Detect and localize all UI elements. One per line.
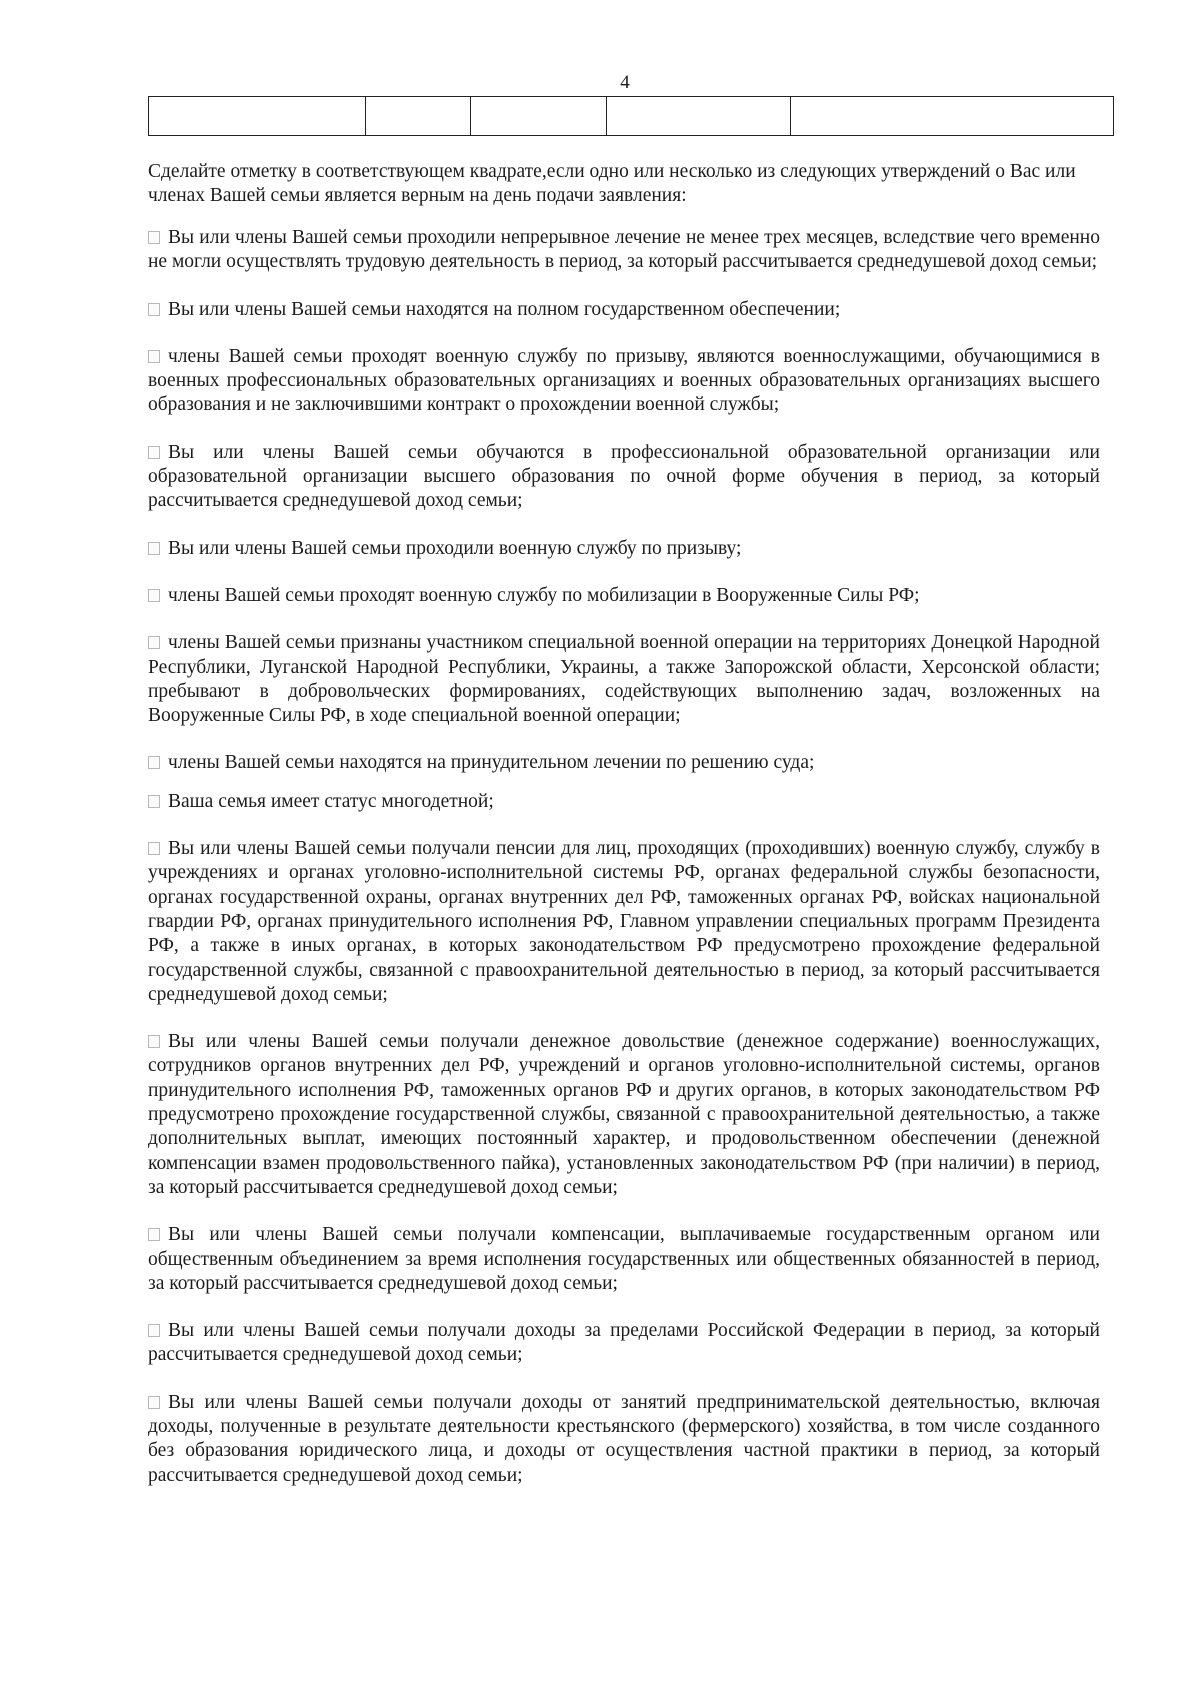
table-cell[interactable] (149, 97, 366, 136)
statement-text: Вы или члены Вашей семьи проходили непрерывное лечение не менее трех месяцев, вследствие чего временно не могли осуществлять трудовую деятельность в период, за который рассчитывается среднедушевой доход семьи; (148, 227, 1100, 273)
page-number: 4 (620, 72, 630, 93)
statement-text: Вы или члены Вашей семьи проходили военную службу по призыву; (168, 537, 742, 559)
statement-text: члены Вашей семьи находятся на принудительном лечении по решению суда; (168, 752, 815, 774)
header-table (148, 96, 1114, 136)
statement-item (148, 751, 1100, 775)
statement-text: Вы или члены Вашей семьи получали пенсии для лиц, проходящих (проходивших) военную службу, службу в учреждениях и органах уголовно-исполнительной системы РФ, органах федеральной службы безопасности, органах государственной охраны, органах внутренних дел РФ, таможенных органах РФ, войсках национальной гвардии РФ, органах принудительного исполнения РФ, Главном управлении специальных программ Президента РФ, а также в иных органах, в которых законодательством РФ предусмотрено прохождение федеральной государственной службы, связанной с правоохранительной деятельностью в период, за который рассчитывается среднедушевой доход семьи; (148, 838, 1100, 1005)
statement-item (148, 584, 1100, 608)
checkbox[interactable] (148, 842, 160, 855)
checkbox[interactable] (148, 303, 160, 316)
checkbox[interactable] (148, 1228, 160, 1241)
statement-item (148, 441, 1100, 514)
checkbox[interactable] (148, 1324, 160, 1337)
checkbox[interactable] (148, 350, 160, 363)
statement-item (148, 537, 1100, 561)
statement-item (148, 837, 1100, 1007)
table-cell[interactable] (471, 97, 607, 136)
statement-item (148, 298, 1100, 322)
statement-text: Вы или члены Вашей семьи обучаются в профессиональной образовательной организации или образовательной организации высшего образования по очной форме обучения в период, за который рассчитывается среднедушевой доход семьи; (148, 441, 1100, 512)
statement-text: Ваша семья имеет статус многодетной; (168, 790, 494, 812)
checkbox[interactable] (148, 636, 160, 649)
statement-text: члены Вашей семьи проходят военную службу по призыву, являются военнослужащими, обучающимися в военных профессиональных образовательных организациях и военных образовательных организациях высшего образования и не заключившими контракт о прохождении военной службы; (148, 345, 1100, 416)
statement-text: Вы или члены Вашей семьи получали компенсации, выплачиваемые государственным органом или общественным объединением за время исполнения государственных или общественных обязанностей в период, за который рассчитывается среднедушевой доход семьи; (148, 1224, 1100, 1294)
statement-text: члены Вашей семьи проходят военную службу по мобилизации в Вооруженные Силы РФ; (168, 584, 920, 606)
statement-text: Вы или члены Вашей семьи получали доходы за пределами Российской Федерации в период, за который рассчитывается среднедушевой доход семьи; (148, 1320, 1100, 1366)
instruction-text: Сделайте отметку в соответствующем квадрате,если одно или несколько из следующих утверждений о Вас или членах Вашей семьи является верным на день подачи заявления: (148, 161, 1076, 206)
statement-item (148, 345, 1100, 418)
statement-text: Вы или члены Вашей семьи получали доходы от занятий предпринимательской деятельностью, включая доходы, полученные в результате деятельности крестьянского (фермерского) хозяйства, в том числе созданного без образования юридического лица, и доходы от осуществления частной практики в период, за который рассчитывается среднедушевой доход семьи; (148, 1391, 1100, 1486)
table-row (149, 97, 1114, 136)
checkbox[interactable] (148, 756, 160, 769)
checkbox[interactable] (148, 542, 160, 555)
statement-item (148, 1391, 1100, 1488)
table-cell[interactable] (366, 97, 471, 136)
statement-text: Вы или члены Вашей семьи получали денежное довольствие (денежное содержание) военнослужащих, сотрудников органов внутренних дел РФ, учреждений и органов уголовно-исполнительной системы, органов принудительного исполнения РФ, таможенных органов РФ и других органов, в которых законодательством РФ предусмотрено прохождение государственной службы, связанной с правоохранительной деятельностью, а также дополнительных выплат, имеющих постоянный характер, и продовольственном обеспечении (денежной компенсации взамен продовольственного пайка), установленных законодательством РФ (при наличии) в период, за который рассчитывается среднедушевой доход семьи; (148, 1031, 1100, 1198)
statement-item (148, 631, 1100, 728)
statement-item (148, 790, 1100, 814)
table-cell[interactable] (607, 97, 791, 136)
checkbox[interactable] (148, 1396, 160, 1409)
statement-text: Вы или члены Вашей семьи находятся на полном государственном обеспечении; (168, 298, 841, 320)
checkbox[interactable] (148, 1035, 160, 1048)
statement-item (148, 1319, 1100, 1368)
statement-item (148, 1030, 1100, 1200)
checkbox[interactable] (148, 231, 160, 244)
statement-item (148, 226, 1100, 275)
statement-item (148, 1223, 1100, 1296)
table-cell[interactable] (791, 97, 1114, 136)
statement-text: члены Вашей семьи признаны участником специальной военной операции на территориях Донецкой Народной Республики, Луганской Народной Республики, Украины, а также Запорожской области, Херсонской области; пребывают в добровольческих формированиях, содействующих выполнению задач, возложенных на Вооруженные Силы РФ, в ходе специальной военной операции; (148, 632, 1100, 727)
statements-section (148, 160, 1100, 1511)
checkbox[interactable] (148, 795, 160, 808)
checkbox[interactable] (148, 446, 160, 459)
checkbox[interactable] (148, 589, 160, 602)
